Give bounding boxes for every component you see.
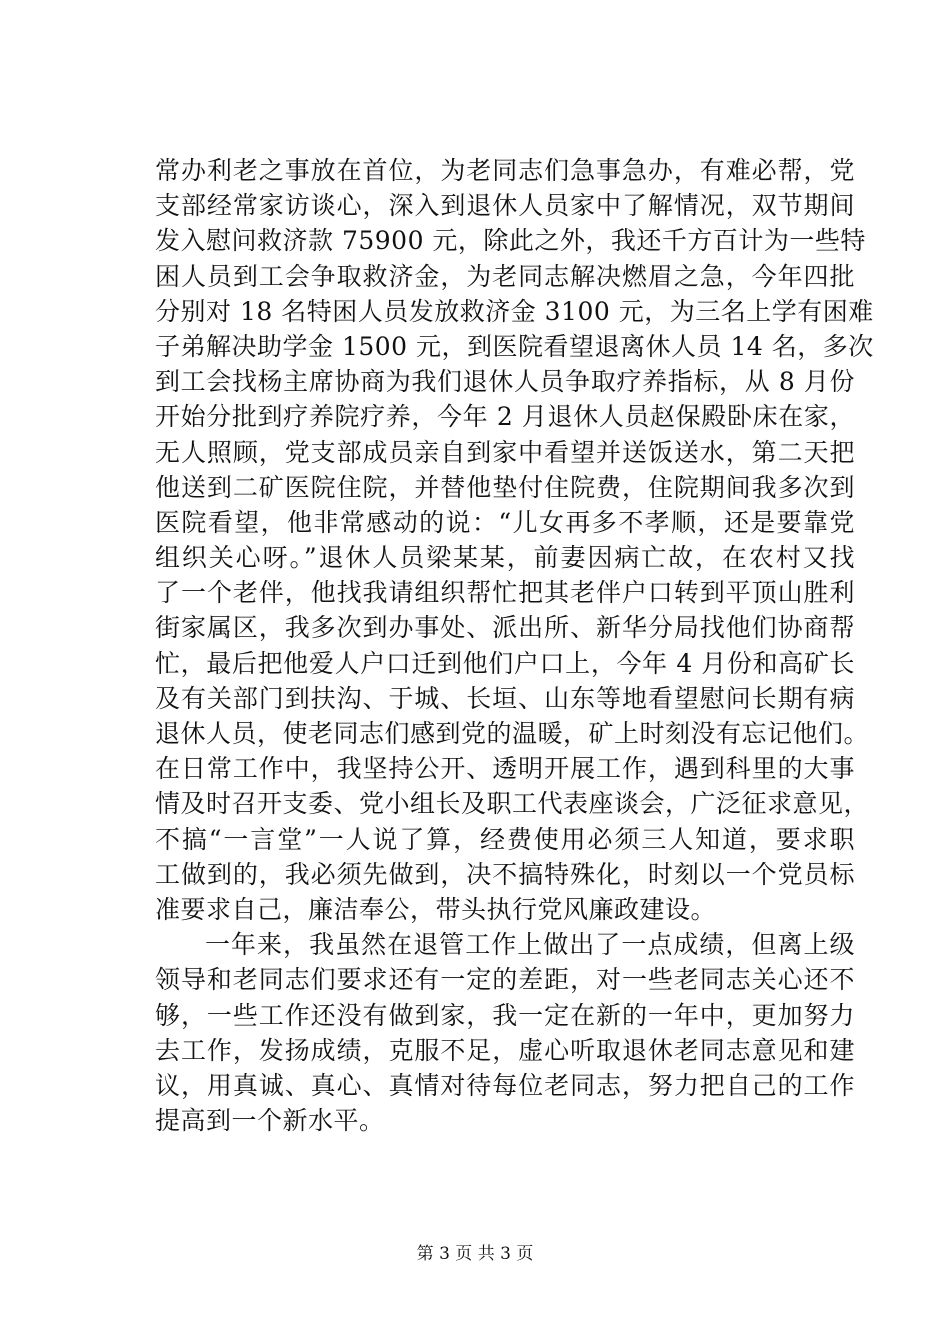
text-line: 工做到的，我必须先做到，决不搞特殊化，时刻以一个党员标	[155, 859, 855, 889]
text-line: 无人照顾，党支部成员亲自到家中看望并送饭送水，第二天把	[155, 437, 855, 467]
text-line: 医院看望，他非常感动的说：“儿女再多不孝顺，还是要靠党	[155, 507, 855, 537]
text-line: 领导和老同志们要求还有一定的差距，对一些老同志关心还不	[155, 965, 855, 995]
text-line: 提高到一个新水平。	[155, 1106, 385, 1136]
text-line: 他送到二矿医院住院，并替他垫付住院费，住院期间我多次到	[155, 472, 855, 502]
document-body	[155, 153, 874, 1138]
text-line: 忙，最后把他爱人户口迁到他们户口上，今年 4 月份和高矿长	[155, 648, 855, 678]
text-line: 分别对 18 名特困人员发放救济金 3100 元，为三名上学有困难	[155, 296, 874, 326]
text-line: 子弟解决助学金 1500 元，到医院看望退离休人员 14 名，多次	[155, 331, 874, 361]
text-line: 困人员到工会争取救济金，为老同志解决燃眉之急，今年四批	[155, 261, 855, 291]
text-line: 到工会找杨主席协商为我们退休人员争取疗养指标，从 8 月份	[155, 367, 855, 397]
paragraph	[155, 153, 874, 927]
text-line: 支部经常家访谈心，深入到退休人员家中了解情况，双节期间	[155, 191, 855, 221]
text-line: 准要求自己，廉洁奉公，带头执行党风廉政建设。	[155, 894, 717, 924]
text-line: 去工作，发扬成绩，克服不足，虚心听取退休老同志意见和建	[155, 1035, 855, 1065]
text-line: 组织关心呀。”退休人员梁某某，前妻因病亡故，在农村又找	[155, 543, 855, 573]
text-line: 一年来，我虽然在退管工作上做出了一点成绩，但离上级	[205, 930, 855, 960]
text-line: 不搞“一言堂”一人说了算，经费使用必须三人知道，要求职	[155, 824, 855, 854]
text-line: 够，一些工作还没有做到家，我一定在新的一年中，更加努力	[155, 1000, 855, 1030]
text-line: 及有关部门到扶沟、于城、长垣、山东等地看望慰问长期有病	[155, 683, 855, 713]
text-line: 发入慰问救济款 75900 元，除此之外，我还千方百计为一些特	[155, 226, 866, 256]
text-line: 街家属区，我多次到办事处、派出所、新华分局找他们协商帮	[155, 613, 855, 643]
text-line: 在日常工作中，我坚持公开、透明开展工作，遇到科里的大事	[155, 754, 855, 784]
text-line: 了一个老伴，他找我请组织帮忙把其老伴户口转到平顶山胜利	[155, 578, 855, 608]
text-line: 情及时召开支委、党小组长及职工代表座谈会，广泛征求意见，	[155, 789, 870, 819]
text-line: 退休人员，使老同志们感到党的温暖，矿上时刻没有忘记他们。	[155, 719, 870, 748]
text-line: 常办利老之事放在首位，为老同志们急事急办，有难必帮，党	[155, 156, 855, 185]
text-line: 议，用真诚、真心、真情对待每位老同志，努力把自己的工作	[155, 1070, 855, 1100]
page-footer: 第 3 页 共 3 页	[416, 1244, 534, 1264]
paragraph	[155, 927, 855, 1138]
text-line: 开始分批到疗养院疗养，今年 2 月退休人员赵保殿卧床在家，	[155, 402, 855, 432]
